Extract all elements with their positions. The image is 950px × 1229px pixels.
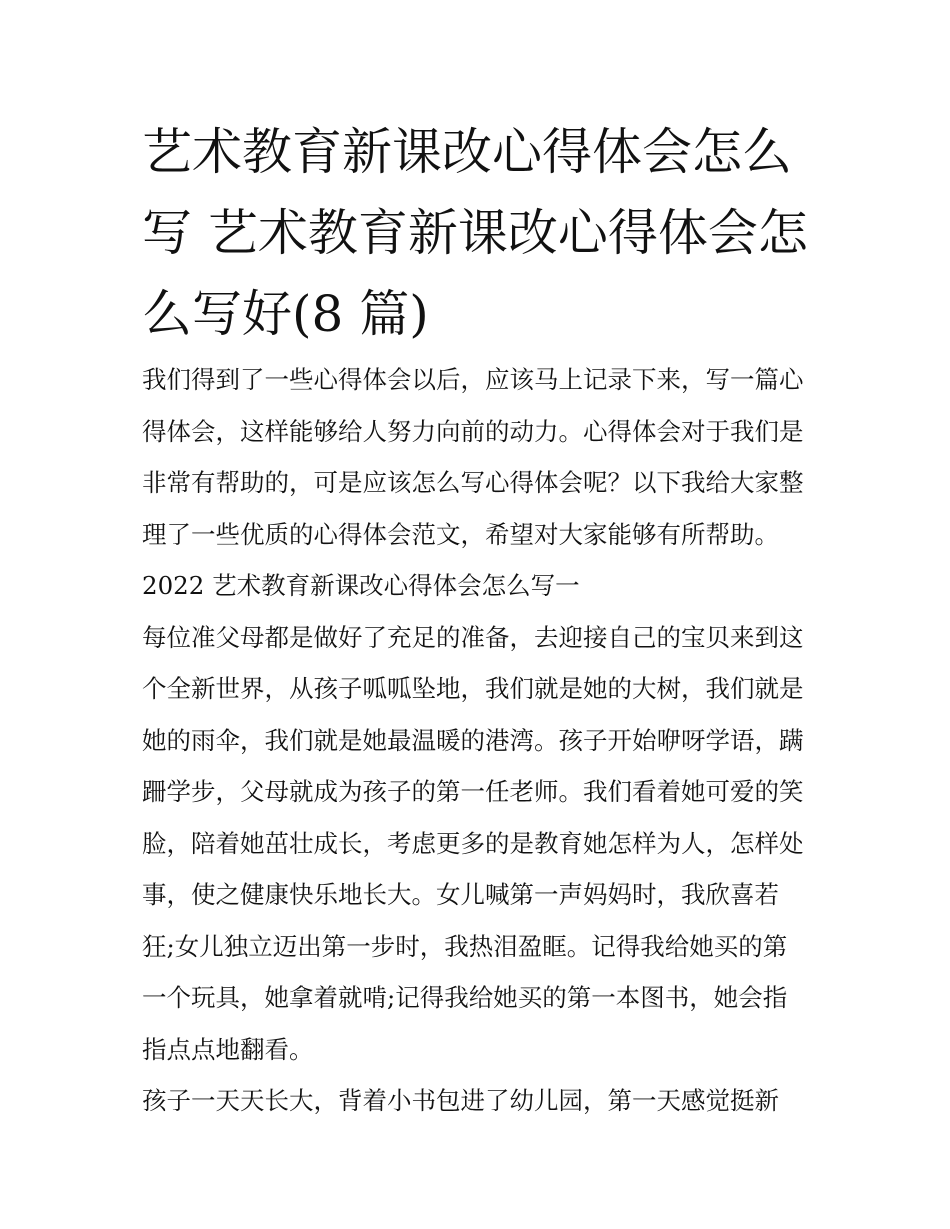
body-line: 理了一些优质的心得体会范文，希望对大家能够有所帮助。 xyxy=(142,519,779,549)
body-line: 非常有帮助的，可是应该怎么写心得体会呢？以下我给大家整 xyxy=(142,468,804,497)
body-line: 个全新世界，从孩子呱呱坠地，我们就是她的大树，我们就是 xyxy=(142,674,804,703)
body-line: 狂;女儿独立迈出第一步时，我热泪盈眶。记得我给她买的第 xyxy=(142,931,788,961)
document-title xyxy=(142,112,822,355)
section-heading: 2022 艺术教育新课改心得体会怎么写一 xyxy=(142,571,580,600)
body-line: 事，使之健康快乐地长大。女儿喊第一声妈妈时，我欣喜若 xyxy=(142,880,779,909)
title-line: 写 艺术教育新课改心得体会怎 xyxy=(142,204,808,262)
body-line: 每位准父母都是做好了充足的准备，去迎接自己的宝贝来到这 xyxy=(142,622,804,652)
body-line: 指点点地翻看。 xyxy=(142,1034,314,1064)
title-line: 艺术教育新课改心得体会怎么 xyxy=(142,123,792,181)
body-line: 脸，陪着她茁壮成长，考虑更多的是教育她怎样为人，怎样处 xyxy=(142,828,804,858)
body-line: 她的雨伞，我们就是她最温暖的港湾。孩子开始咿呀学语，蹒 xyxy=(142,725,804,755)
document-body xyxy=(142,354,822,1127)
body-line: 一个玩具，她拿着就啃;记得我给她买的第一本图书，她会指 xyxy=(142,983,788,1012)
body-line: 孩子一天天长大，背着小书包进了幼儿园，第一天感觉挺新 xyxy=(142,1086,779,1115)
body-line: 跚学步，父母就成为孩子的第一任老师。我们看着她可爱的笑 xyxy=(142,777,804,806)
body-line: 得体会，这样能够给人努力向前的动力。心得体会对于我们是 xyxy=(142,416,804,446)
title-line: 么写好(8 篇) xyxy=(142,285,429,343)
body-line: 我们得到了一些心得体会以后，应该马上记录下来，写一篇心 xyxy=(142,365,804,394)
